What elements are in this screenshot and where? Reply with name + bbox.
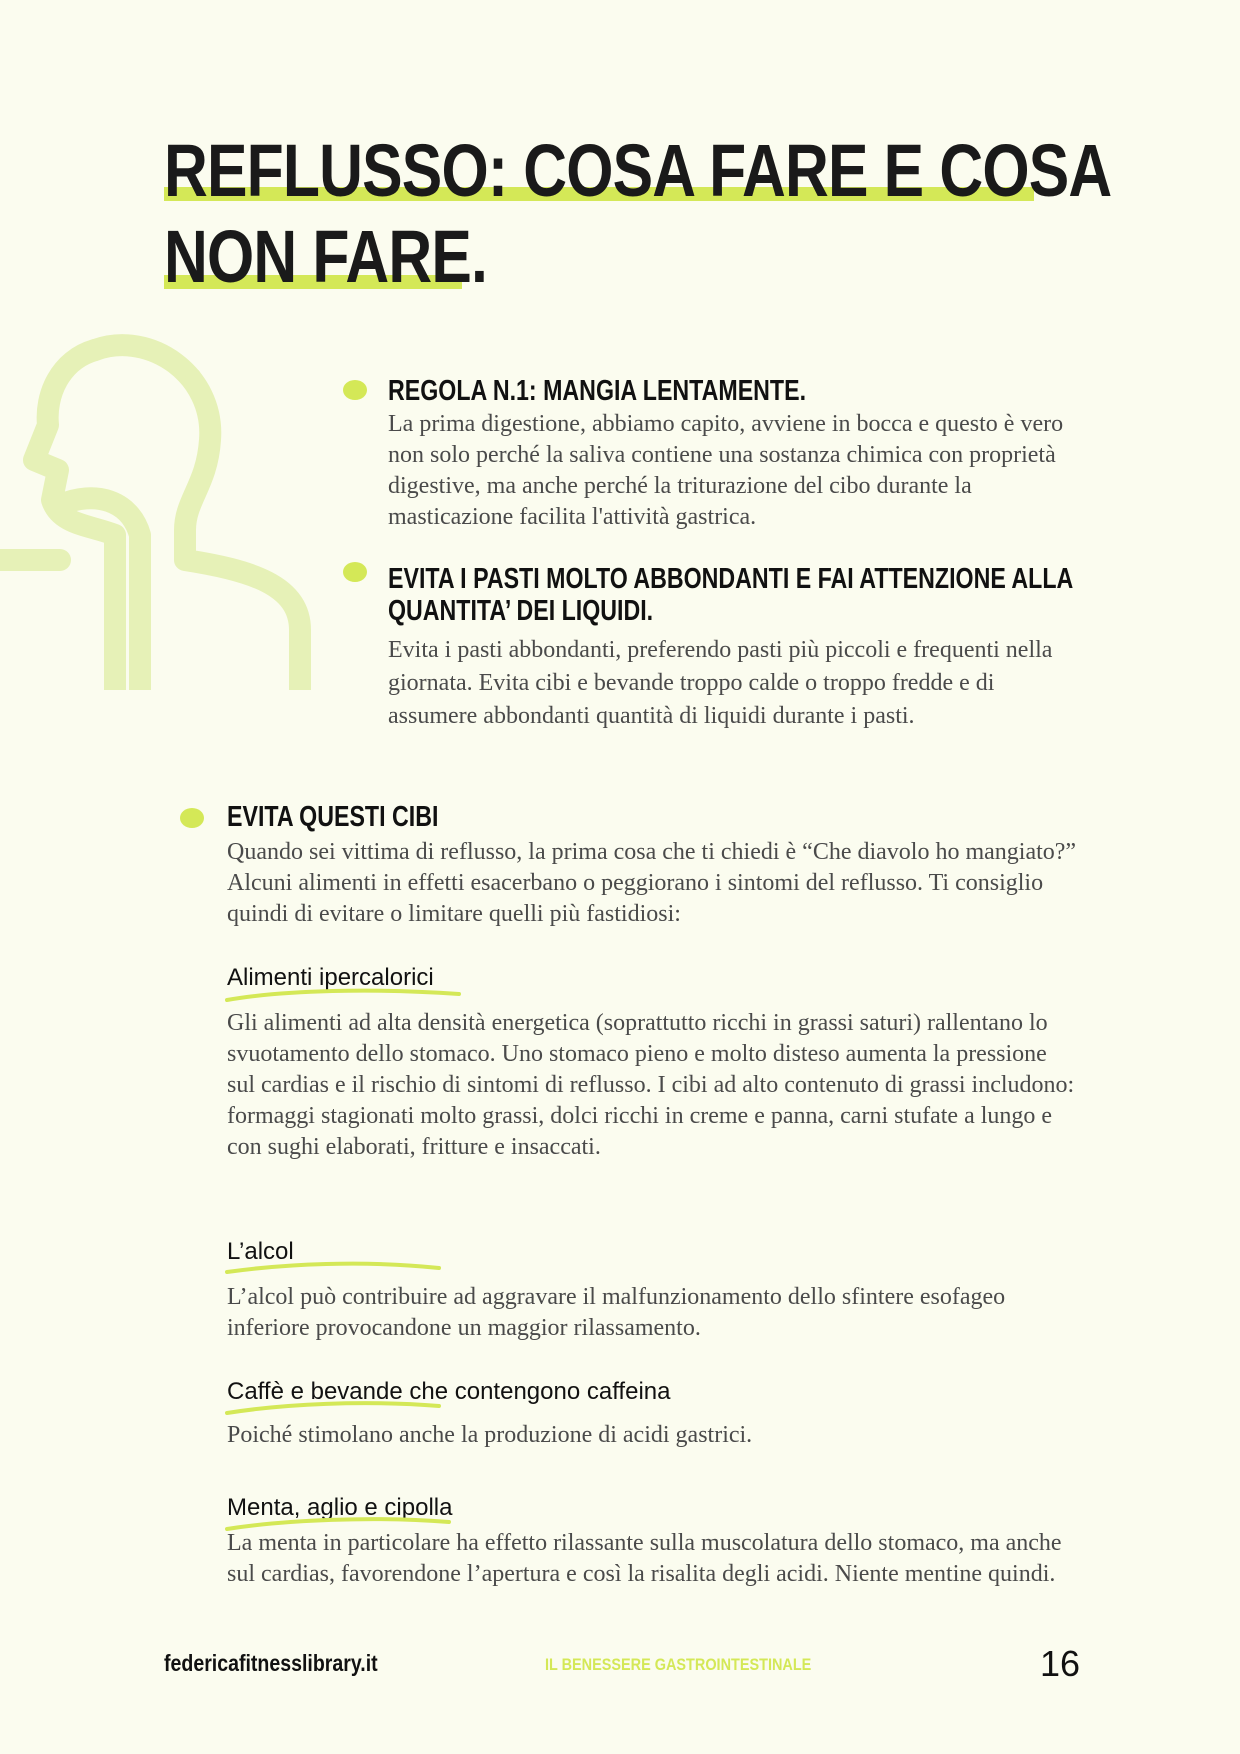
bullet-dot [180,808,204,828]
footer-section-title: IL BENESSERE GASTROINTESTINALE [545,1655,812,1674]
bullet-dot [343,380,367,400]
section-heading-cibi: EVITA QUESTI CIBI [227,801,439,833]
underline-swash [224,1258,444,1282]
food-title-ipercalorici: Alimenti ipercalorici [227,964,434,991]
section-body-cibi: Quando sei vittima di reflusso, la prima cosa che ti chiedi è “Che diavolo ho mangiato?” Alcuni alimenti in effetti esacerbano o peggiorano i sintomi del reflusso. Ti consiglio quindi di evitare o limitare quelli più fastidiosi: [227,839,1077,927]
food-title-caffe: Caffè e bevande che contengono caffeina [227,1378,671,1405]
section-heading-pasti-line-1: EVITA I PASTI MOLTO ABBONDANTI E FAI ATTENZIONE ALLA [388,563,1074,595]
food-body-alcol: L’alcol può contribuire ad aggravare il malfunzionamento dello sfintere esofageo inferiore provocandone un maggior rilassamento. [227,1284,1006,1341]
food-title-alcol: L’alcol [227,1238,294,1265]
footer-website: federicafitnesslibrary.it [164,1650,378,1676]
food-body-ipercalorici: Gli alimenti ad alta densità energetica (soprattutto ricchi in grassi saturi) rallentano lo svuotamento dello stomaco. Uno stomaco pieno e molto disteso aumenta la pressione sul cardias e il rischio di sintomi di reflusso. I cibi ad alto contenuto di grassi includono: formaggi stagionati molto grassi, dolci ricchi in creme e panna, carni stufate a lungo e con sughi elaborati, fritture e insaccati. [227,1010,1075,1160]
section-heading-pasti-line-2: QUANTITA’ DEI LIQUIDI. [388,595,654,627]
bullet-dot [343,562,367,582]
page-number: 16 [1040,1643,1081,1684]
food-body-menta: La menta in particolare ha effetto rilassante sulla muscolatura dello stomaco, ma anche sul cardias, favorendone l’apertura e così la risalita degli acidi. Niente mentine quindi. [227,1530,1062,1587]
section-body-pasti: Evita i pasti abbondanti, preferendo pasti più piccoli e frequenti nella giornata. Evita cibi e bevande troppo calde o troppo fredde e di assumere abbondanti quantità di liquidi durante i pasti. [388,637,1053,729]
underline-swash [224,1398,444,1422]
page-title-line-1: REFLUSSO: COSA FARE E COSA [164,129,1112,212]
section-heading-rule-1: REGOLA N.1: MANGIA LENTAMENTE. [388,375,807,407]
section-body-rule-1: La prima digestione, abbiamo capito, avviene in bocca e questo è vero non solo perché la saliva contiene una sostanza chimica con proprietà digestive, ma anche perché la triturazione del cibo durante la masticazione facilita l'attività gastrica. [388,411,1064,530]
page-title-line-2: NON FARE. [164,215,488,298]
food-body-caffe: Poiché stimolano anche la produzione di acidi gastrici. [227,1422,753,1448]
food-title-menta: Menta, aglio e cipolla [227,1494,453,1521]
underline-swash [224,986,464,1010]
head-throat-illustration-icon [0,330,320,690]
